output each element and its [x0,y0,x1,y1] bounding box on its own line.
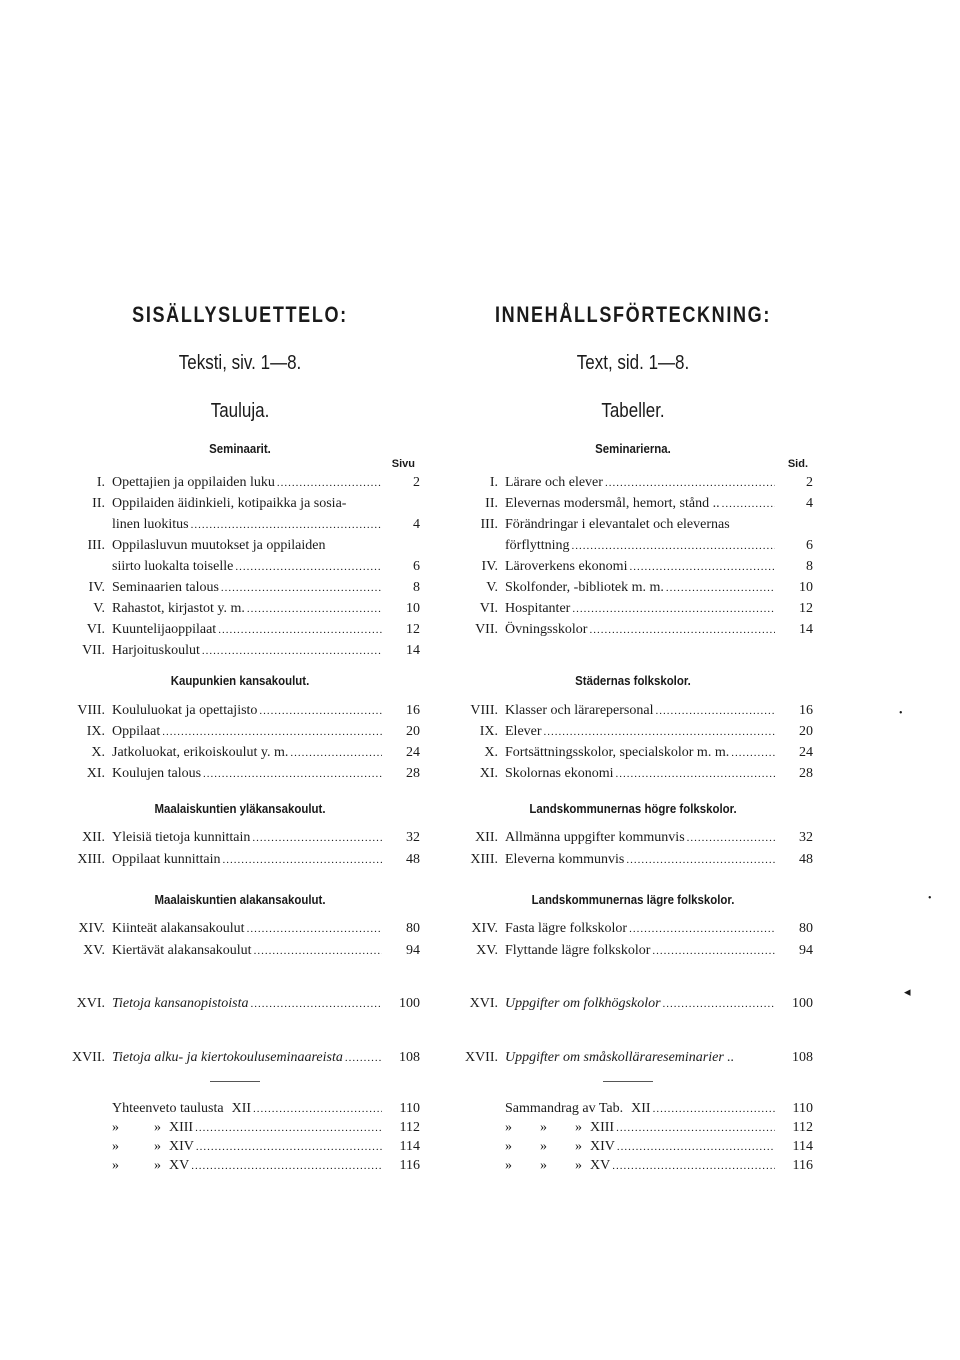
row-label-text: Hospitanter [505,601,571,616]
dot-leader [253,1100,382,1118]
dot-leader [629,558,775,576]
summary-prefix: » » [112,1120,161,1135]
page-column-header: Sid. [787,458,808,470]
row-number: VI. [479,601,498,616]
dot-leader [617,1138,775,1156]
summary-prefix: Sammandrag av Tab. [505,1101,624,1116]
dot-leader [687,829,775,847]
summary-label [505,1138,775,1156]
row-page: 110 [399,1101,420,1116]
dot-leader [629,920,775,938]
row-label-text: siirto luokalta toiselle [112,559,234,574]
row-label-text: Oppilaat [112,724,161,739]
dot-leader [222,851,382,869]
toc-row[interactable] [60,1047,420,1067]
toc-row[interactable] [453,742,813,762]
dot-leader [612,1157,775,1175]
row-number: XVII. [464,1050,498,1065]
row-label [505,744,775,762]
row-label-text: Kuuntelijaoppilaat [112,622,217,637]
row-label [112,851,382,869]
row-number: IV. [88,580,105,595]
row-label [505,537,775,555]
summary-label [112,1100,382,1118]
dot-leader [252,829,382,847]
row-page: 32 [406,830,420,845]
summary-table: XIII [169,1120,194,1135]
toc-row[interactable] [453,849,813,869]
row-label [505,942,775,960]
row-label-text: Eleverna kommunvis [505,852,625,867]
row-label-text: Oppilaiden äidinkieli, kotipaikka ja sosia- [112,496,347,511]
summary-label [505,1119,775,1137]
dot-leader [247,600,382,618]
row-label [112,600,382,618]
row-number: XVII. [71,1050,105,1065]
row-page: 114 [399,1139,420,1154]
row-page: 112 [399,1120,420,1135]
row-label-text: förflyttning [505,538,570,553]
summary-table: XIV [590,1139,615,1154]
row-label-text: Förändringar i elevantalet och elevernas [505,517,730,532]
tables-title: Tauluja. [210,400,270,422]
row-number: IX. [479,724,498,739]
row-number: XI. [86,766,105,781]
section-heading-rural-lower: Maalaiskuntien alakansakoulut. [154,892,326,907]
row-number: XV. [83,943,105,958]
summary-row[interactable] [60,1117,420,1137]
row-page: 20 [799,724,813,739]
dot-leader [221,579,382,597]
row-page: 4 [413,517,420,532]
row-page: 114 [792,1139,813,1154]
row-page: 108 [399,1050,420,1065]
row-number: II. [485,496,498,511]
summary-row[interactable] [453,1098,813,1118]
row-number: XIV. [78,921,105,936]
row-number: I. [489,475,498,490]
row-label-text: Kiinteät alakansakoulut [112,921,245,936]
dot-leader [277,474,382,492]
row-number: I. [96,475,105,490]
row-page: 4 [806,496,813,511]
toc-row[interactable] [60,763,420,783]
row-page: 28 [799,766,813,781]
row-page: 12 [406,622,420,637]
section-heading-rural-upper: Landskommunernas högre folkskolor. [529,801,737,816]
dot-leader [572,600,775,618]
dot-leader [290,744,382,762]
row-label-text: Yleisiä tietoja kunnittain [112,830,251,845]
text-reference: Text, sid. 1—8. [576,352,690,374]
dot-leader [191,516,382,534]
dot-leader [605,474,775,492]
row-page: 12 [799,601,813,616]
summary-label [505,1100,775,1118]
dot-leader [203,765,382,783]
row-label [112,829,382,847]
row-label-text: Fortsättningsskolor, specialskolor m. m. [505,745,730,760]
toc-row[interactable] [453,700,813,720]
row-label-text: Övningsskolor [505,622,588,637]
row-page: 14 [799,622,813,637]
summary-label [112,1138,382,1156]
section-heading-seminaries: Seminaarit. [209,441,271,456]
toc-row[interactable] [60,940,420,960]
row-page: 94 [799,943,813,958]
row-page: 8 [413,580,420,595]
row-number: VIII. [470,703,498,718]
section-heading-urban: Städernas folkskolor. [575,673,691,688]
row-number: IV. [481,559,498,574]
row-page: 116 [399,1158,420,1173]
row-label-text: Rahastot, kirjastot y. m. [112,601,245,616]
row-page: 14 [406,643,420,658]
row-label [112,723,382,741]
row-number: VII. [475,622,498,637]
summary-label [505,1157,775,1175]
row-label-text: Skolornas ekonomi [505,766,614,781]
row-number: XVI. [76,996,105,1011]
row-label [112,920,382,938]
toc-row[interactable] [453,1047,813,1067]
row-number: X. [91,745,105,760]
row-label [112,995,382,1013]
dot-leader [162,723,382,741]
toc-row[interactable] [60,849,420,869]
row-page: 110 [792,1101,813,1116]
row-page: 20 [406,724,420,739]
toc-row[interactable] [453,619,813,639]
row-label [505,829,775,847]
dot-leader [247,920,382,938]
row-label [112,495,382,513]
row-page: 16 [406,703,420,718]
row-label-text: Allmänna uppgifter kommunvis [505,830,685,845]
row-label-text: Jatkoluokat, erikoiskoulut y. m. [112,745,289,760]
row-label-text: Flyttande lägre folkskolor [505,943,651,958]
toc-row[interactable] [60,472,420,492]
row-label-text: Fasta lägre folkskolor [505,921,628,936]
row-label [505,495,775,513]
dot-leader [202,642,382,660]
toc-row[interactable] [60,640,420,660]
row-page: 10 [799,580,813,595]
stray-mark: • [928,893,932,904]
toc-row[interactable] [453,598,813,618]
toc-row[interactable] [453,721,813,741]
row-page: 10 [406,601,420,616]
row-label [505,765,775,783]
summary-row[interactable] [60,1098,420,1118]
row-label-text: Oppilaat kunnittain [112,852,221,867]
row-page: 108 [792,1050,813,1065]
row-label [112,702,382,720]
row-page: 48 [799,852,813,867]
toc-row[interactable] [60,598,420,618]
separator-line [603,1081,653,1082]
separator-line [210,1081,260,1082]
toc-row[interactable] [453,827,813,847]
row-page: 32 [799,830,813,845]
row-label-text: Elevernas modersmål, hemort, stånd .. [505,496,720,511]
toc-row[interactable] [453,556,813,576]
toc-row[interactable] [453,535,813,555]
section-heading-rural-upper: Maalaiskuntien yläkansakoulut. [154,801,326,816]
row-label [112,516,382,534]
row-label-text: Lärare och elever [505,475,603,490]
row-page: 80 [406,921,420,936]
dot-leader [235,558,382,576]
row-label-text: Seminaarien talous [112,580,219,595]
toc-row[interactable] [453,514,813,534]
summary-prefix: » » » [505,1139,582,1154]
row-number: XIV. [471,921,498,936]
dot-leader [544,723,775,741]
row-label-text: Läroverkens ekonomi [505,559,628,574]
row-label [112,744,382,762]
toc-title: SISÄLLYSLUETTELO: [132,302,348,327]
row-page: 116 [792,1158,813,1173]
stray-mark: • [899,708,903,719]
row-page: 8 [806,559,813,574]
summary-row[interactable] [60,1155,420,1175]
row-label [112,537,382,555]
row-page: 94 [406,943,420,958]
row-label [505,920,775,938]
toc-row[interactable] [60,535,420,555]
row-label [505,995,775,1013]
row-label [112,942,382,960]
summary-prefix: » » » [505,1120,582,1135]
toc-row[interactable] [453,993,813,1013]
row-label-text: Klasser och lärarepersonal [505,703,654,718]
row-number: III. [87,538,105,553]
dot-leader [254,942,382,960]
row-label-text: Opettajien ja oppilaiden luku [112,475,275,490]
row-label [112,558,382,576]
row-number: XII. [475,830,498,845]
toc-row[interactable] [453,940,813,960]
row-number: VI. [86,622,105,637]
summary-row[interactable] [60,1136,420,1156]
row-number: II. [92,496,105,511]
row-label [112,474,382,492]
row-label-text: Kiertävät alakansakoulut [112,943,252,958]
summary-table: XII [231,1101,252,1116]
toc-row[interactable] [60,993,420,1013]
dot-leader [251,995,382,1013]
row-page: 24 [406,745,420,760]
row-number: V. [93,601,105,616]
row-page: 16 [799,703,813,718]
toc-title: INNEHÅLLSFÖRTECKNING: [495,302,771,327]
row-label-text: Oppilasluvun muutokset ja oppilaiden [112,538,326,553]
toc-row[interactable] [60,577,420,597]
row-label [112,621,382,639]
toc-row[interactable] [60,619,420,639]
row-number: X. [484,745,498,760]
row-label-text: Harjoituskoulut [112,643,200,658]
toc-row[interactable] [60,700,420,720]
toc-row[interactable] [60,721,420,741]
summary-prefix: Yhteenveto taulusta [112,1101,224,1116]
dot-leader [626,851,775,869]
toc-row[interactable] [60,918,420,938]
row-label [112,642,382,660]
row-number: XV. [476,943,498,958]
dot-leader [722,495,775,513]
row-label-text: Uppgifter om folkhögskolor [505,996,661,1011]
dot-leader [218,621,382,639]
summary-table: XII [631,1101,651,1116]
summary-table: XV [169,1158,190,1173]
summary-label [112,1119,382,1137]
row-label-text: Elever [505,724,542,739]
dot-leader [195,1119,382,1137]
toc-row[interactable] [453,918,813,938]
row-page: 48 [406,852,420,867]
row-label [505,474,775,492]
row-number: VIII. [77,703,105,718]
toc-row[interactable] [453,472,813,492]
summary-prefix: » » » [505,1158,582,1173]
toc-row[interactable] [453,493,813,513]
section-heading-rural-lower: Landskommunernas lägre folkskolor. [531,892,735,907]
row-page: 24 [799,745,813,760]
dot-leader [345,1049,382,1067]
toc-row[interactable] [60,514,420,534]
summary-row[interactable] [453,1136,813,1156]
summary-prefix: » » [112,1158,161,1173]
section-heading-seminaries: Seminarierna. [595,441,671,456]
row-label [505,516,775,534]
row-label-text: Uppgifter om småskollärareseminarier .. [505,1050,735,1065]
row-number: XI. [479,766,498,781]
row-page: 6 [413,559,420,574]
row-label-text: Koululuokat ja opettajisto [112,703,258,718]
text-reference: Teksti, siv. 1—8. [178,352,302,374]
row-page: 2 [413,475,420,490]
row-number: IX. [86,724,105,739]
row-page: 112 [792,1120,813,1135]
row-number: XVI. [469,996,498,1011]
row-number: XIII. [470,852,498,867]
row-label-text: linen luokitus [112,517,189,532]
row-label [505,702,775,720]
row-number: III. [480,517,498,532]
summary-row[interactable] [453,1155,813,1175]
dot-leader [663,995,775,1013]
row-label-text: Tietoja alku- ja kiertokouluseminaareista [112,1050,343,1065]
row-label-text: Koulujen talous [112,766,202,781]
dot-leader [731,744,775,762]
summary-table: XIV [169,1139,194,1154]
stray-mark: ◂ [904,984,911,999]
dot-leader [196,1138,382,1156]
dot-leader [616,765,776,783]
dot-leader [655,702,775,720]
dot-leader [616,1119,775,1137]
row-page: 100 [399,996,420,1011]
summary-prefix: » » [112,1139,161,1154]
toc-row[interactable] [453,763,813,783]
row-number: XII. [82,830,105,845]
page-column-header: Sivu [391,458,415,470]
summary-row[interactable] [453,1117,813,1137]
summary-label [112,1157,382,1175]
dot-leader [666,579,775,597]
row-number: VII. [82,643,105,658]
dot-leader [652,942,775,960]
toc-row[interactable] [60,493,420,513]
row-page: 2 [806,475,813,490]
toc-row[interactable] [60,827,420,847]
row-label [112,579,382,597]
row-page: 100 [792,996,813,1011]
row-page: 28 [406,766,420,781]
tables-title: Tabeller. [601,400,665,422]
dot-leader [259,702,382,720]
dot-leader [653,1100,775,1118]
row-number: V. [486,580,498,595]
row-label [112,1049,382,1067]
row-label [505,1049,775,1067]
dot-leader [191,1157,382,1175]
row-page: 80 [799,921,813,936]
row-label [505,621,775,639]
toc-row[interactable] [453,577,813,597]
toc-row[interactable] [60,742,420,762]
row-number: XIII. [77,852,105,867]
row-label-text: Skolfonder, -bibliotek m. m. [505,580,664,595]
summary-table: XV [590,1158,611,1173]
row-label [112,765,382,783]
dot-leader [589,621,775,639]
row-label [505,851,775,869]
toc-row[interactable] [60,556,420,576]
summary-table: XIII [590,1120,615,1135]
dot-leader [572,537,775,555]
row-label-text: Tietoja kansanopistoista [112,996,249,1011]
row-page: 6 [806,538,813,553]
row-label [505,723,775,741]
section-heading-urban: Kaupunkien kansakoulut. [170,673,310,688]
row-label [505,600,775,618]
row-label [505,579,775,597]
row-label [505,558,775,576]
